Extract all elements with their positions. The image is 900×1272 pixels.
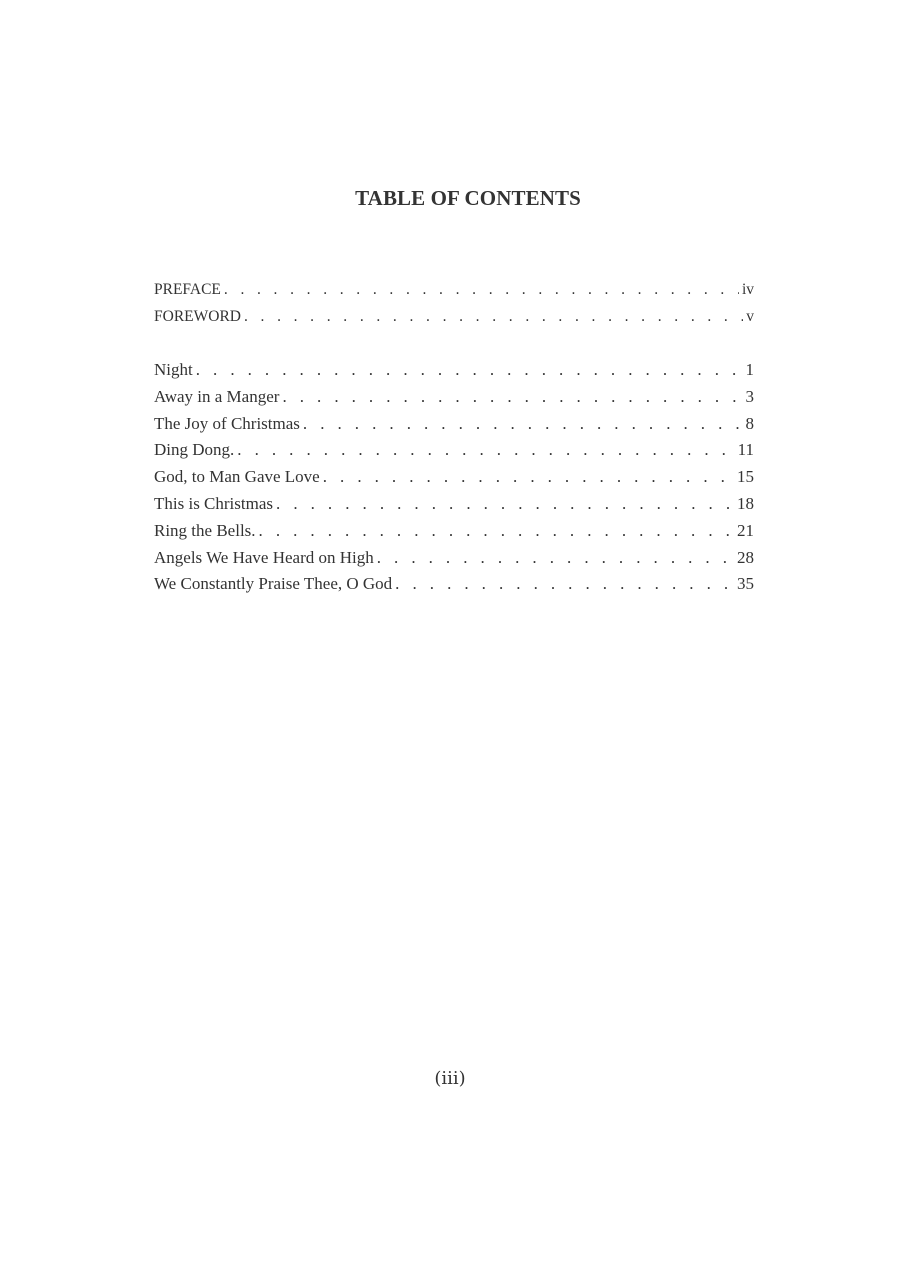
dot-leader (259, 518, 734, 545)
toc-entry-page: 21 (737, 520, 754, 540)
toc-entry-the-joy-of-christmas[interactable] (154, 411, 754, 438)
dot-leader (224, 276, 739, 303)
toc-entry-page: iv (741, 281, 754, 298)
dot-leader (377, 545, 734, 572)
dot-leader (276, 491, 734, 518)
toc-entry-away-in-a-manger[interactable] (154, 384, 754, 411)
toc-entry-title: The Joy of Christmas (154, 413, 300, 433)
toc-entry-ring-the-bells[interactable] (154, 518, 754, 545)
toc-entry-night[interactable] (154, 357, 754, 384)
toc-entry-title: Away in a Manger (154, 386, 280, 406)
toc-entry-this-is-christmas[interactable] (154, 491, 754, 518)
toc-entry-page: 8 (745, 413, 754, 433)
dot-leader (237, 437, 734, 464)
toc-entry-page: 3 (745, 386, 754, 406)
toc-entry-ding-dong[interactable] (154, 437, 754, 464)
toc-entry-we-constantly-praise-thee-o-god[interactable] (154, 571, 754, 598)
dot-leader (196, 357, 743, 384)
toc-entry-title: FOREWORD (154, 308, 241, 325)
toc-entry-title: God, to Man Gave Love (154, 467, 320, 487)
dot-leader (282, 384, 742, 411)
front-matter-list (154, 276, 754, 330)
toc-entry-title: Ring the Bells. (154, 520, 256, 540)
dot-leader (323, 464, 734, 491)
dot-leader (303, 411, 743, 438)
page-title: TABLE OF CONTENTS (355, 186, 581, 210)
toc-entry-page: 11 (737, 440, 754, 460)
dot-leader (395, 571, 734, 598)
toc-entry-title: Ding Dong. (154, 440, 235, 460)
toc-entry-page: 15 (737, 467, 754, 487)
toc-entry-page: 35 (737, 574, 754, 594)
toc-entry-page: 1 (745, 360, 754, 379)
toc-entry-page: 18 (737, 493, 754, 513)
toc-entry-page: 28 (737, 547, 754, 567)
toc-entry-title: This is Christmas (154, 493, 274, 513)
toc-entry-god-to-man-gave-love[interactable] (154, 464, 754, 491)
dot-leader (244, 303, 743, 330)
toc-entry-foreword[interactable] (154, 303, 754, 330)
toc-entry-angels-we-have-heard-on-high[interactable] (154, 545, 754, 572)
songs-list (154, 357, 754, 598)
toc-entry-title: We Constantly Praise Thee, O God (154, 574, 393, 594)
toc-entry-preface[interactable] (154, 276, 754, 303)
toc-entry-page: v (746, 308, 754, 325)
toc-entry-title: Night (154, 360, 193, 379)
toc-entry-title: Angels We Have Heard on High (154, 547, 374, 567)
toc-entry-title: PREFACE (154, 281, 221, 298)
page-number: (iii) (434, 1068, 466, 1089)
